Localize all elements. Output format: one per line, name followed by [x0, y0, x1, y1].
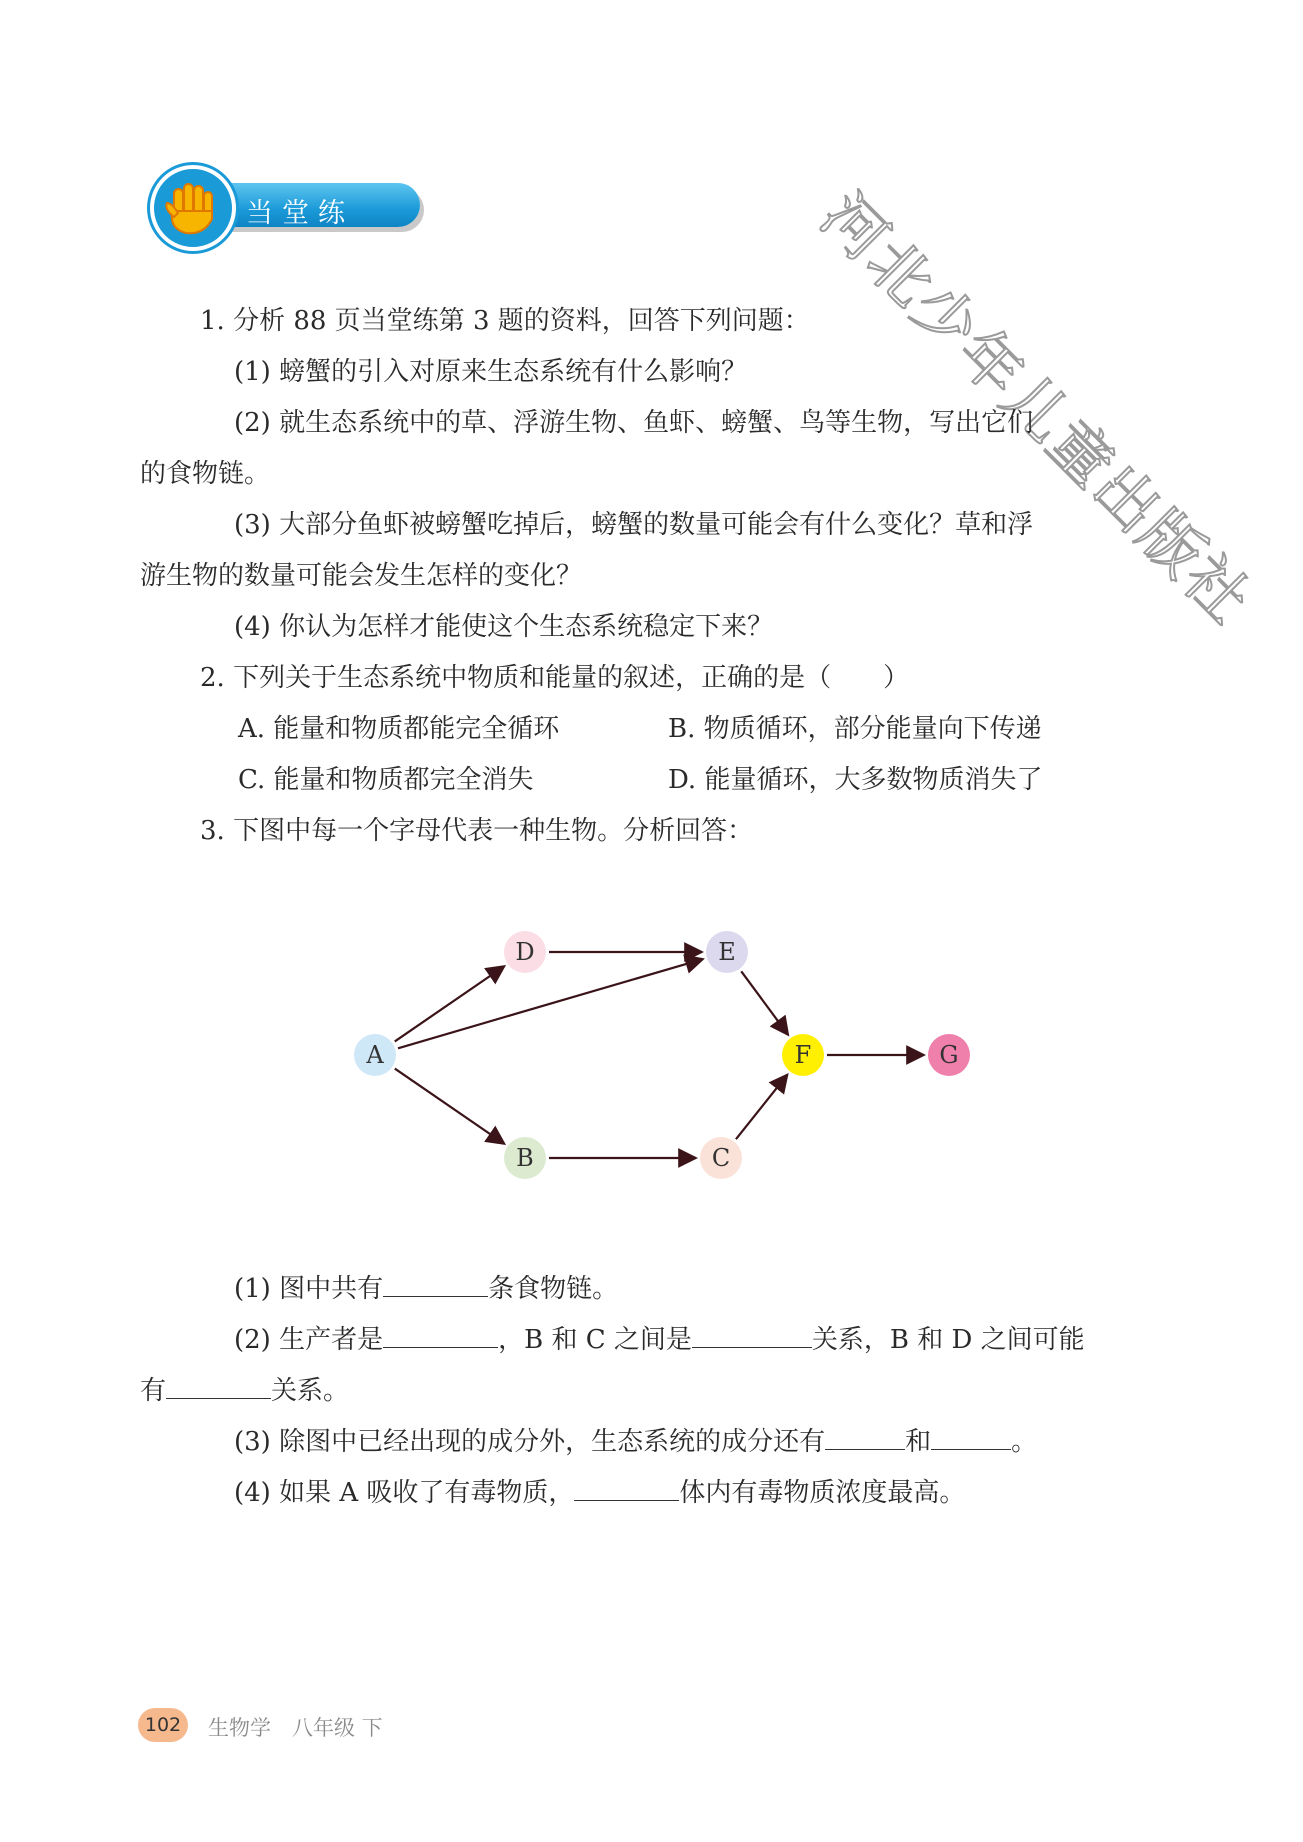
- q3-sub3-mid: 和: [905, 1427, 932, 1457]
- node-label-G: G: [939, 1041, 959, 1069]
- q1-sub2: (2) 就生态系统中的草、浮游生物、鱼虾、螃蟹、鸟等生物，写出它们: [234, 408, 1034, 438]
- q3-sub2b-post: 关系。: [271, 1376, 350, 1406]
- node-label-F: F: [794, 1041, 812, 1069]
- q2-option-d: D. 能量循环，大多数物质消失了: [668, 765, 1043, 795]
- answer-blank-bc-relation[interactable]: [692, 1321, 812, 1348]
- food-web-svg: [340, 910, 1000, 1200]
- q3-stem: 3. 下图中每一个字母代表一种生物。分析回答：: [200, 816, 754, 846]
- q1-stem: 1. 分析 88 页当堂练第 3 题的资料，回答下列问题：: [200, 306, 810, 336]
- q2-stem: 2. 下列关于生态系统中物质和能量的叙述，正确的是（ ）: [200, 663, 910, 693]
- section-header: [150, 165, 450, 245]
- node-label-B: B: [516, 1144, 534, 1172]
- q3-sub2-pre: (2) 生产者是: [234, 1325, 384, 1355]
- q2-options-row2: [140, 755, 1170, 806]
- q3-sub1: [140, 1264, 1170, 1315]
- node-label-A: A: [366, 1041, 384, 1069]
- question-content: [140, 296, 1170, 857]
- publisher-watermark: 河北少年儿童出版社: [807, 179, 1267, 639]
- answer-blank-component-1[interactable]: [825, 1423, 905, 1450]
- q3-subquestions: [140, 1264, 1170, 1519]
- q3-sub1-pre: (1) 图中共有: [234, 1274, 384, 1304]
- q3-sub2: [140, 1315, 1170, 1366]
- q1-sub1: (1) 螃蟹的引入对原来生态系统有什么影响？: [234, 357, 748, 387]
- arrow-A-to-D: [395, 966, 505, 1041]
- hand-icon: [154, 169, 232, 247]
- answer-blank-chain-count[interactable]: [383, 1270, 488, 1297]
- arrow-A-to-E: [398, 959, 703, 1048]
- header-label: 当堂练: [246, 198, 354, 229]
- q3-sub3-post: 。: [1011, 1427, 1038, 1457]
- q3-sub2-cont: [140, 1366, 1170, 1417]
- q3-sub2b-pre: 有: [140, 1376, 167, 1406]
- q1-sub2-cont: 的食物链。: [140, 459, 271, 489]
- q3-sub3: [140, 1417, 1170, 1468]
- node-label-D: D: [515, 938, 535, 966]
- answer-blank-component-2[interactable]: [931, 1423, 1011, 1450]
- food-web-diagram: [340, 910, 1000, 1200]
- header-badge: [150, 165, 236, 251]
- node-label-E: E: [718, 938, 736, 966]
- page-number: 102: [138, 1708, 188, 1742]
- q1-sub3-cont: 游生物的数量可能会发生怎样的变化？: [140, 561, 583, 591]
- book-title: 生物学 八年级 下: [208, 1716, 383, 1740]
- q3-sub1-post: 条食物链。: [488, 1274, 619, 1304]
- q2-option-c: C. 能量和物质都完全消失: [238, 765, 534, 795]
- q2-option-b: B. 物质循环，部分能量向下传递: [668, 714, 1042, 744]
- answer-blank-toxin[interactable]: [574, 1474, 679, 1501]
- node-label-C: C: [711, 1144, 731, 1172]
- q2-options-row1: [140, 704, 1170, 755]
- arrow-C-to-F: [736, 1075, 787, 1140]
- q3-sub2-mid2: 关系，B 和 D 之间可能: [811, 1325, 1085, 1355]
- answer-blank-bd-relation[interactable]: [166, 1372, 271, 1399]
- q3-sub4: [140, 1468, 1170, 1519]
- q3-sub2-mid1: ，B 和 C 之间是: [498, 1325, 692, 1355]
- arrow-A-to-B: [395, 1069, 505, 1144]
- q3-sub4-post: 体内有毒物质浓度最高。: [679, 1478, 966, 1508]
- answer-blank-producer[interactable]: [383, 1321, 498, 1348]
- q3-sub4-pre: (4) 如果 A 吸收了有毒物质，: [234, 1478, 575, 1508]
- q1-sub4: (4) 你认为怎样才能使这个生态系统稳定下来？: [234, 612, 774, 642]
- arrow-E-to-F: [741, 971, 788, 1035]
- q1-sub3: (3) 大部分鱼虾被螃蟹吃掉后，螃蟹的数量可能会有什么变化？草和浮: [234, 510, 1034, 540]
- q2-option-a: A. 能量和物质都能完全循环: [238, 714, 560, 744]
- q3-sub3-pre: (3) 除图中已经出现的成分外，生态系统的成分还有: [234, 1427, 826, 1457]
